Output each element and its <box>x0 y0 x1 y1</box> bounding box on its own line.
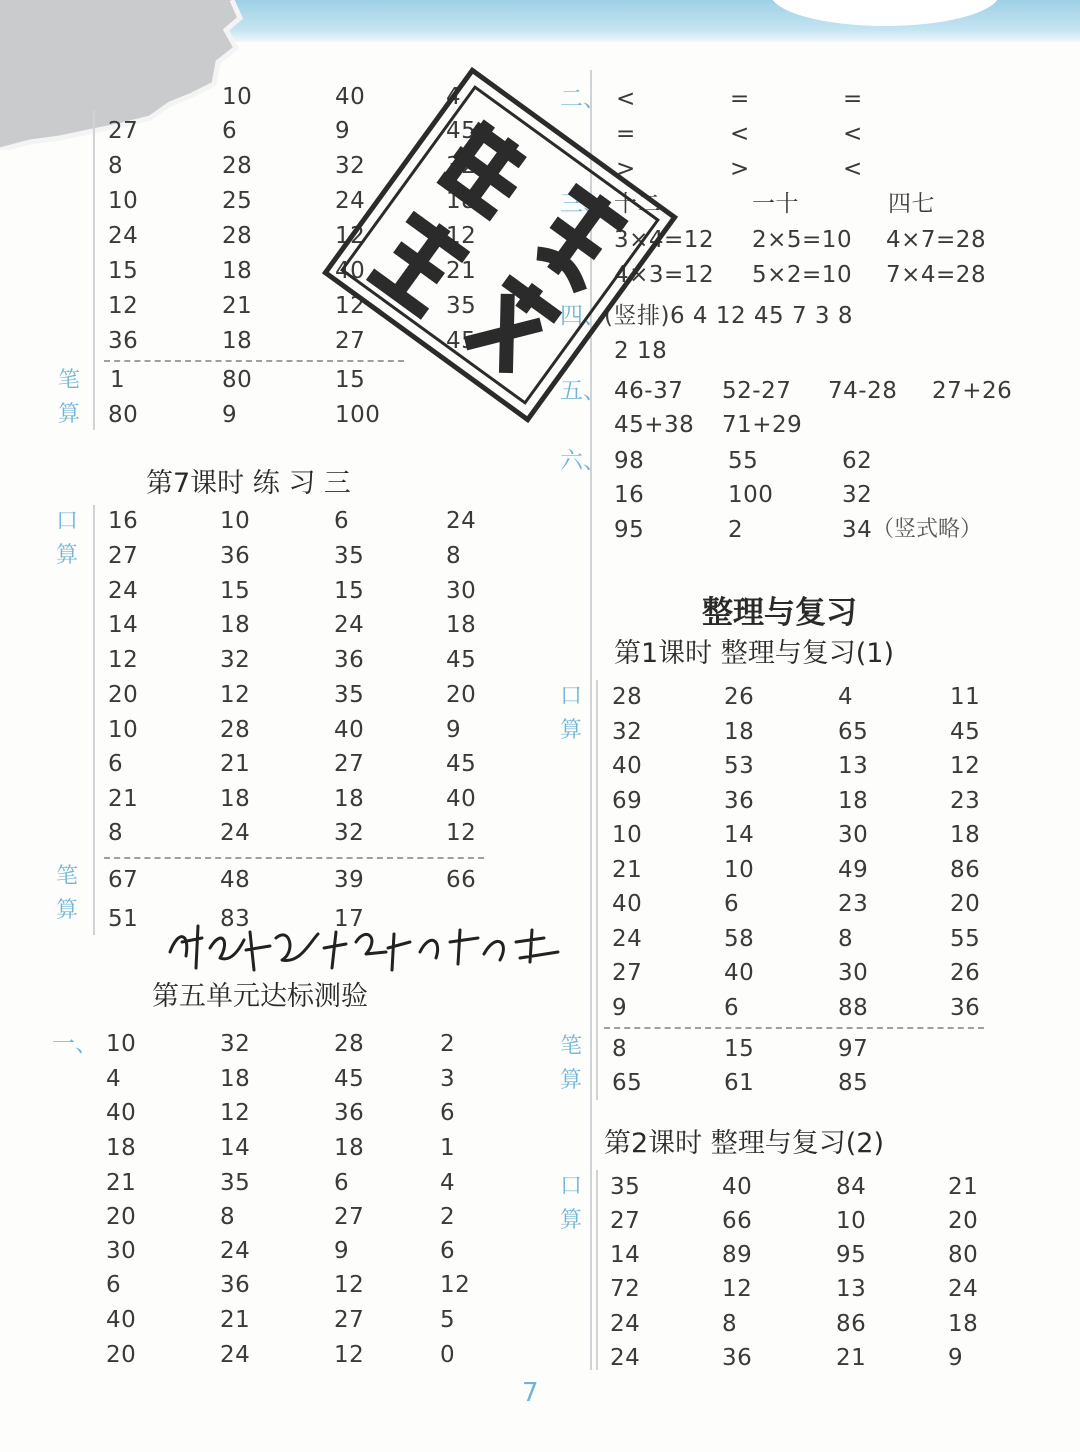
answer-cell: 12 <box>722 1276 753 1302</box>
answer-cell: 6 <box>440 1238 456 1264</box>
answer-cell: 18 <box>220 612 251 638</box>
answer-cell: 10 <box>222 84 253 110</box>
comparison-symbol: = <box>616 121 636 147</box>
equation: 4×7=28 <box>886 227 987 253</box>
answer-cell: 86 <box>950 857 981 883</box>
comparison-symbol: = <box>730 86 750 112</box>
answer-cell: 20 <box>106 1342 137 1368</box>
answer-cell: 8 <box>446 543 462 569</box>
comparison-symbol: > <box>616 156 636 182</box>
answer-cell: 一十 <box>752 191 799 217</box>
answer-cell: 24 <box>610 1311 641 1337</box>
answer-cell: 18 <box>222 258 253 284</box>
expression: 52-27 <box>722 378 792 404</box>
answer-cell: 32 <box>335 153 366 179</box>
answer-cell: 45 <box>446 647 477 673</box>
answer-cell: 32 <box>842 482 873 508</box>
answer-cell: 10 <box>108 188 139 214</box>
answer-cell: 18 <box>950 822 981 848</box>
equation: 5×2=10 <box>752 262 853 288</box>
answer-cell: 45 <box>334 1066 365 1092</box>
answer-cell: 30 <box>446 578 477 604</box>
answer-cell: 53 <box>724 753 755 779</box>
answer-cell: 21 <box>446 258 477 284</box>
kousuan-label: 口 算 <box>55 509 78 568</box>
answer-cell: 40 <box>335 84 366 110</box>
right-column-divider <box>596 680 598 1100</box>
answer-cell: 36 <box>108 328 139 354</box>
seal-stamp <box>300 45 700 445</box>
answer-cell: 35 <box>334 543 365 569</box>
answer-cell: 3 <box>440 1066 456 1092</box>
answer-cell: 24 <box>335 188 366 214</box>
answer-cell: 20 <box>108 682 139 708</box>
answer-cell: 6 <box>724 995 740 1021</box>
answer-cell: 36 <box>334 647 365 673</box>
equation: 4×3=12 <box>614 262 715 288</box>
answer-cell: 18 <box>334 786 365 812</box>
answer-cell: 36 <box>220 1272 251 1298</box>
answer-cell: 97 <box>838 1036 869 1062</box>
answer-cell: 24 <box>612 926 643 952</box>
answer-cell: 2 <box>728 517 744 543</box>
answer-cell: 28 <box>222 153 253 179</box>
answer-cell: 27 <box>335 328 366 354</box>
answer-cell: 17 <box>334 906 365 932</box>
answer-cell: 12 <box>335 293 366 319</box>
answer-cell: 32 <box>612 719 643 745</box>
equation: 7×4=28 <box>886 262 987 288</box>
answer-cell: 100 <box>335 402 381 428</box>
kousuan-label: 口 算 <box>559 1174 582 1233</box>
answer-cell: 35 <box>220 1170 251 1196</box>
answer-cell: 12 <box>446 820 477 846</box>
answer-cell: 9 <box>948 1345 964 1371</box>
review-lesson1-title: 第1课时 整理与复习(1) <box>614 638 895 669</box>
equation: 2×5=10 <box>752 227 853 253</box>
answer-cell: 10 <box>612 822 643 848</box>
answer-cell: 24 <box>220 1238 251 1264</box>
answer-cell: 40 <box>724 960 755 986</box>
omitted-note: （竖式略） <box>872 517 983 542</box>
lesson7-title: 第7课时 练 习 三 <box>146 468 351 499</box>
answer-cell: 15 <box>724 1036 755 1062</box>
answer-cell: 30 <box>838 960 869 986</box>
section-five-marker: 五、 <box>560 378 606 404</box>
answer-cell: 6 <box>222 118 238 144</box>
answer-cell: 36 <box>220 543 251 569</box>
answer-cell: 80 <box>108 402 139 428</box>
section-four-marker: 四、 <box>560 303 606 329</box>
answer-cell: 12 <box>334 1272 365 1298</box>
comparison-symbol: < <box>843 121 863 147</box>
answer-cell: 36 <box>722 1345 753 1371</box>
kousuan-label: 口 算 <box>559 684 582 743</box>
answer-cell: 27 <box>108 543 139 569</box>
answer-cell: 98 <box>614 448 645 474</box>
answer-cell: 48 <box>220 867 251 893</box>
expression: 74-28 <box>828 378 898 404</box>
answer-cell: 20 <box>106 1204 137 1230</box>
answer-cell: 24 <box>334 612 365 638</box>
equation: 3×4=12 <box>614 227 715 253</box>
answer-cell: 100 <box>728 482 774 508</box>
answer-cell: 13 <box>836 1276 867 1302</box>
answer-cell: 13 <box>838 753 869 779</box>
answer-cell: 21 <box>948 1174 979 1200</box>
answer-cell: 18 <box>446 612 477 638</box>
section-two-marker: 二、 <box>560 86 606 112</box>
answer-cell: 18 <box>220 1066 251 1092</box>
answer-cell: 35 <box>334 682 365 708</box>
answer-cell: 18 <box>838 788 869 814</box>
answer-cell: 18 <box>446 188 477 214</box>
answer-cell: 28 <box>612 684 643 710</box>
answer-cell: 51 <box>108 906 139 932</box>
answer-cell: 55 <box>728 448 759 474</box>
answer-cell: 49 <box>838 857 869 883</box>
answer-cell: 12 <box>950 753 981 779</box>
right-column-divider-lesson2 <box>596 1170 598 1370</box>
answer-cell: 8 <box>220 1204 236 1230</box>
answer-cell: 45 <box>446 328 477 354</box>
answer-cell: 15 <box>108 258 139 284</box>
answer-cell: 12 <box>335 223 366 249</box>
answer-cell: 65 <box>838 719 869 745</box>
answer-cell: 65 <box>612 1070 643 1096</box>
answer-cell: 四七 <box>888 191 935 217</box>
answer-cell: 88 <box>838 995 869 1021</box>
answer-cell: 23 <box>950 788 981 814</box>
answer-cell: 36 <box>724 788 755 814</box>
handwritten-note <box>160 912 570 982</box>
answer-cell: 32 <box>220 1031 251 1057</box>
answer-cell: 24 <box>610 1345 641 1371</box>
answer-cell: 6 <box>334 508 350 534</box>
answer-cell: 9 <box>222 402 238 428</box>
answer-cell: 6 <box>440 1100 456 1126</box>
answer-cell: 21 <box>108 786 139 812</box>
answer-cell: 20 <box>948 1208 979 1234</box>
answer-cell: 18 <box>222 328 253 354</box>
answer-cell: 62 <box>842 448 873 474</box>
answer-cell: 14 <box>610 1242 641 1268</box>
answer-cell: 34 <box>842 517 873 543</box>
answer-cell: 67 <box>108 867 139 893</box>
answer-cell: 21 <box>222 293 253 319</box>
answer-cell: 8 <box>108 153 124 179</box>
left-column-divider <box>93 110 95 430</box>
answer-cell: 27 <box>108 118 139 144</box>
answer-cell: 45 <box>446 118 477 144</box>
answer-cell: 6 <box>334 1170 350 1196</box>
answer-cell: 14 <box>108 612 139 638</box>
expression: 46-37 <box>614 378 684 404</box>
review-lesson2-title: 第2课时 整理与复习(2) <box>604 1128 885 1159</box>
comparison-symbol: < <box>616 86 636 112</box>
answer-cell: 32 <box>334 820 365 846</box>
answer-cell: 95 <box>836 1242 867 1268</box>
answer-cell: 83 <box>220 906 251 932</box>
answer-cell: 10 <box>106 1031 137 1057</box>
answer-cell: 1 <box>110 367 126 393</box>
answer-cell: 45 <box>950 719 981 745</box>
answer-cell: 28 <box>220 717 251 743</box>
answer-cell: 30 <box>838 822 869 848</box>
answer-cell: 35 <box>610 1174 641 1200</box>
answer-cell: 20 <box>950 891 981 917</box>
answer-cell: 24 <box>108 223 139 249</box>
section-one-marker: 一、 <box>52 1031 98 1057</box>
answer-cell: 24 <box>948 1276 979 1302</box>
left-column-divider-lesson7 <box>93 505 95 935</box>
answer-cell: 5 <box>440 1307 456 1333</box>
answer-cell: 40 <box>334 717 365 743</box>
answer-cell: 80 <box>948 1242 979 1268</box>
answer-cell: 2 <box>440 1031 456 1057</box>
answer-cell: 30 <box>106 1238 137 1264</box>
answer-cell: 25 <box>222 188 253 214</box>
answer-cell: 12 <box>440 1272 471 1298</box>
answer-cell: 45 <box>446 751 477 777</box>
answer-cell: 84 <box>836 1174 867 1200</box>
answer-cell: 14 <box>724 822 755 848</box>
answer-cell: 27 <box>334 1307 365 1333</box>
answer-cell: 18 <box>220 786 251 812</box>
answer-cell: 24 <box>220 1342 251 1368</box>
answer-cell: 21 <box>612 857 643 883</box>
answer-cell: 12 <box>108 293 139 319</box>
answer-cell: 35 <box>446 293 477 319</box>
answer-cell: 89 <box>722 1242 753 1268</box>
answer-cell: 40 <box>106 1100 137 1126</box>
answer-cell: 8 <box>838 926 854 952</box>
answer-cell: 10 <box>724 857 755 883</box>
dashed-separator <box>604 1027 984 1029</box>
answer-cell: 26 <box>950 960 981 986</box>
answer-cell: 21 <box>220 1307 251 1333</box>
answer-cell: 58 <box>724 926 755 952</box>
answer-cell: 9 <box>335 118 351 144</box>
page-number: 7 <box>522 1378 539 1408</box>
answer-cell: 27 <box>334 751 365 777</box>
answer-cell: 66 <box>446 867 477 893</box>
answer-cell: 12 <box>334 1342 365 1368</box>
answer-cell: 95 <box>614 517 645 543</box>
answer-cell: 6 <box>724 891 740 917</box>
answer-cell: 23 <box>838 891 869 917</box>
answer-cell: 18 <box>724 719 755 745</box>
answer-cell: 28 <box>222 223 253 249</box>
answer-cell: 9 <box>334 1238 350 1264</box>
answer-cell: 10 <box>220 508 251 534</box>
answer-cell: 24 <box>446 508 477 534</box>
answer-cell: 18 <box>334 1135 365 1161</box>
answer-cell: 15 <box>335 367 366 393</box>
answer-cell: 15 <box>220 578 251 604</box>
dashed-separator <box>104 857 484 859</box>
answer-cell: 8 <box>108 820 124 846</box>
answer-cell: 4 <box>106 1066 122 1092</box>
bisuan-label: 笔 算 <box>559 1034 582 1093</box>
answer-cell: 36 <box>334 1100 365 1126</box>
answer-cell: 9 <box>446 717 462 743</box>
answer-cell: 24 <box>108 578 139 604</box>
answer-cell: 18 <box>948 1311 979 1337</box>
unit5-title: 第五单元达标测验 <box>152 981 368 1012</box>
answer-cell: 20 <box>446 682 477 708</box>
answer-cell: 15 <box>334 578 365 604</box>
answer-cell: 40 <box>335 258 366 284</box>
answer-cell: 28 <box>334 1031 365 1057</box>
answer-cell: 26 <box>724 684 755 710</box>
answer-cell: 21 <box>106 1170 137 1196</box>
answer-cell: 16 <box>614 482 645 508</box>
answer-cell: 12 <box>446 223 477 249</box>
comparison-symbol: > <box>730 156 750 182</box>
answer-cell: 40 <box>106 1307 137 1333</box>
answer-cell: 16 <box>108 508 139 534</box>
bisuan-label: 笔 算 <box>55 864 78 923</box>
expression: 27+26 <box>932 378 1013 404</box>
sequence-answer: (竖排)6 4 12 45 7 3 8 <box>604 303 854 329</box>
answer-cell: 27 <box>612 960 643 986</box>
answer-cell: 27 <box>610 1208 641 1234</box>
answer-cell: 36 <box>950 995 981 1021</box>
answer-cell: 72 <box>610 1276 641 1302</box>
answer-cell: 85 <box>838 1070 869 1096</box>
answer-cell: 21 <box>220 751 251 777</box>
answer-cell: 10 <box>836 1208 867 1234</box>
answer-cell: 80 <box>222 367 253 393</box>
answer-cell: 0 <box>440 1342 456 1368</box>
answer-cell: 40 <box>612 753 643 779</box>
answer-cell: 86 <box>836 1311 867 1337</box>
answer-cell: 24 <box>220 820 251 846</box>
answer-cell: 2 <box>440 1204 456 1230</box>
answer-cell: 40 <box>446 786 477 812</box>
answer-cell: 6 <box>108 751 124 777</box>
section-three-marker: 三、 <box>560 191 606 217</box>
answer-cell: 10 <box>108 717 139 743</box>
answer-cell: 14 <box>220 1135 251 1161</box>
answer-cell: 55 <box>950 926 981 952</box>
answer-cell: 27 <box>334 1204 365 1230</box>
answer-cell: 4 <box>838 684 854 710</box>
answer-cell: 18 <box>106 1135 137 1161</box>
answer-cell: 4 <box>440 1170 456 1196</box>
expression: 45+38 <box>614 412 695 438</box>
answer-cell: 12 <box>220 682 251 708</box>
comparison-symbol: < <box>843 156 863 182</box>
sequence-answer: 2 18 <box>614 338 668 364</box>
answer-cell: 11 <box>950 684 981 710</box>
comparison-symbol: < <box>730 121 750 147</box>
answer-cell: 61 <box>724 1070 755 1096</box>
answer-cell: 8 <box>722 1311 738 1337</box>
review-main-title: 整理与复习 <box>702 595 857 631</box>
answer-cell: 9 <box>612 995 628 1021</box>
section-six-marker: 六、 <box>560 448 606 474</box>
answer-cell: 32 <box>220 647 251 673</box>
answer-cell: 4 <box>446 84 462 110</box>
comparison-symbol: = <box>843 86 863 112</box>
answer-cell: 12 <box>108 647 139 673</box>
answer-cell: 12 <box>220 1100 251 1126</box>
answer-cell: 32 <box>446 153 477 179</box>
answer-cell: 1 <box>440 1135 456 1161</box>
expression: 71+29 <box>722 412 803 438</box>
answer-cell: 40 <box>612 891 643 917</box>
answer-cell: 21 <box>836 1345 867 1371</box>
answer-cell: 十二 <box>614 191 661 217</box>
answer-cell: 66 <box>722 1208 753 1234</box>
answer-cell: 6 <box>106 1272 122 1298</box>
answer-cell: 8 <box>612 1036 628 1062</box>
bisuan-label: 笔 算 <box>57 368 80 427</box>
answer-cell: 69 <box>612 788 643 814</box>
answer-cell: 39 <box>334 867 365 893</box>
answer-cell: 40 <box>722 1174 753 1200</box>
